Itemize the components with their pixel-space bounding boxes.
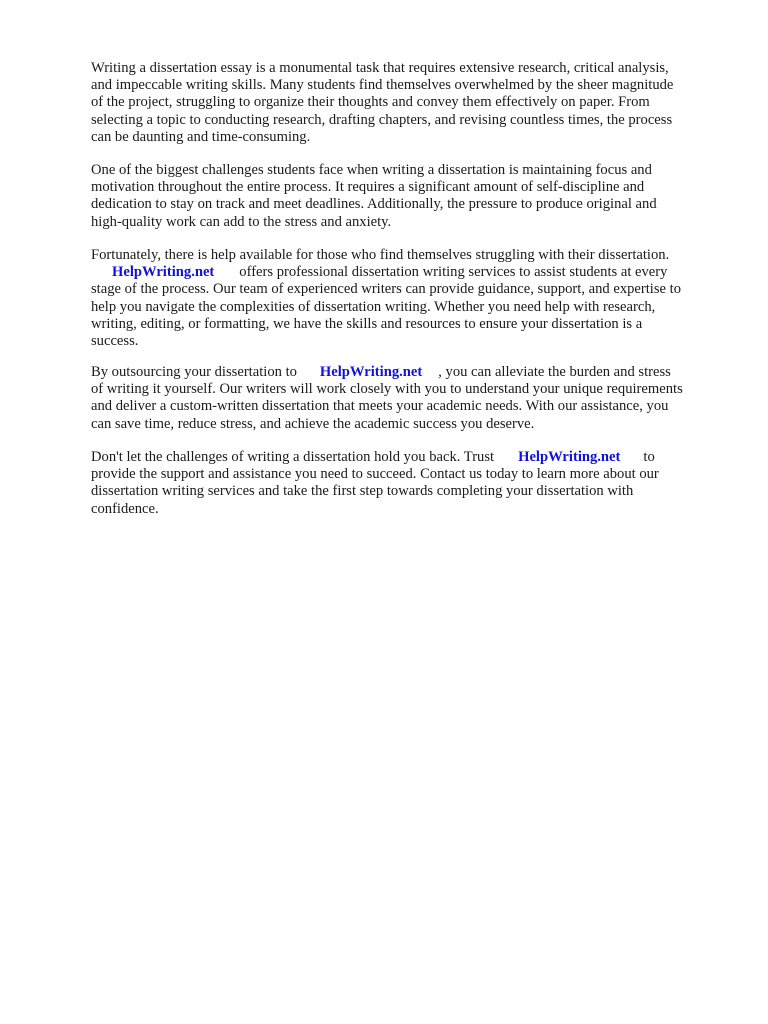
text-line: and deliver a custom-written dissertation that meets your academic needs. With our assistance, you (91, 398, 669, 415)
paragraph-help-available (91, 247, 681, 350)
helpwriting-link[interactable]: HelpWriting.net (518, 449, 621, 465)
text-line: high-quality work can add to the stress and anxiety. (91, 213, 392, 230)
paragraph-call-to-action (91, 449, 659, 518)
text-fragment: By outsourcing your dissertation to (91, 364, 297, 380)
text-line: dissertation writing services and take the first step towards completing your dissertation with (91, 483, 634, 500)
text-line: dedication to stay on track and meet deadlines. Additionally, the pressure to produce original and (91, 196, 657, 213)
paragraph-outsourcing (91, 364, 683, 433)
text-line: of the project, struggling to organize their thoughts and convey them effectively on paper. From (91, 94, 650, 111)
text-line: selecting a topic to conducting research, drafting chapters, and revising countless times, the process (91, 111, 673, 128)
text-line: can be daunting and time-consuming. (91, 128, 311, 145)
text-line-with-link (91, 364, 683, 381)
text-fragment: , you can alleviate the burden and stress (438, 364, 671, 380)
text-line: can save time, reduce stress, and achieve the academic success you deserve. (91, 415, 535, 432)
text-line-with-link (91, 264, 681, 281)
text-line: One of the biggest challenges students face when writing a dissertation is maintaining focus and (91, 162, 652, 178)
text-fragment: Don't let the challenges of writing a dissertation hold you back. Trust (91, 449, 495, 465)
text-line: Writing a dissertation essay is a monumental task that requires extensive research, critical analysis, (91, 60, 669, 76)
text-line: of writing it yourself. Our writers will work closely with you to understand your unique requirements (91, 381, 683, 398)
text-fragment: to (643, 449, 655, 465)
helpwriting-link[interactable]: HelpWriting.net (319, 364, 423, 380)
text-line: stage of the process. Our team of experienced writers can provide guidance, support, and expertise to (91, 281, 682, 298)
paragraph-intro (91, 60, 673, 146)
helpwriting-link[interactable]: HelpWriting.net (112, 264, 215, 281)
text-line-with-link (91, 449, 659, 466)
paragraph-challenges (91, 162, 657, 231)
text-line: help you navigate the complexities of dissertation writing. Whether you need help with research, (91, 298, 656, 315)
text-line: Fortunately, there is help available for those who find themselves struggling with their dissertation. (91, 247, 670, 263)
text-fragment: offers professional dissertation writing services to assist students at every (239, 264, 668, 281)
text-line: confidence. (91, 500, 159, 517)
text-line: and impeccable writing skills. Many students find themselves overwhelmed by the sheer magnitude (91, 77, 674, 94)
text-line: success. (91, 332, 139, 349)
text-line: provide the support and assistance you need to succeed. Contact us today to learn more about our (91, 466, 659, 483)
text-line: writing, editing, or formatting, we have the skills and resources to ensure your dissertation is a (91, 315, 643, 332)
text-line: motivation throughout the entire process. It requires a significant amount of self-discipline and (91, 179, 645, 196)
